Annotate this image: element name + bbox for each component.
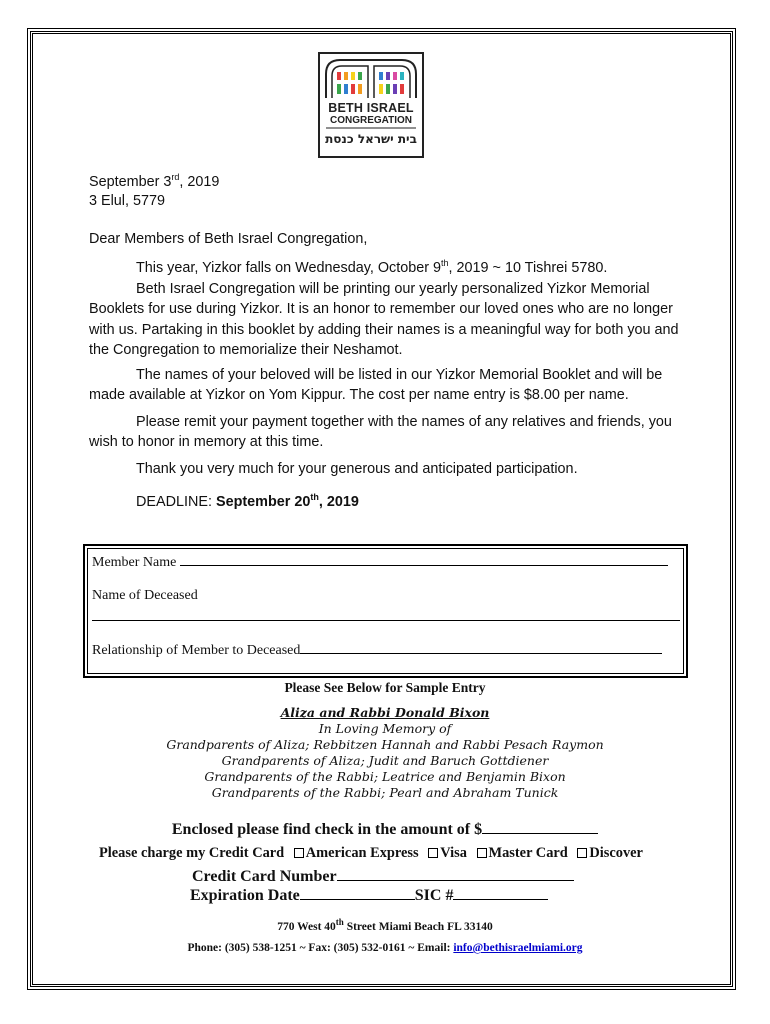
visa-label: Visa — [440, 845, 467, 861]
sample-line4: Grandparents of the Rabbi; Leatrice and Benjamin Bixon — [204, 769, 566, 784]
sample-line2: Grandparents of Aliza; Rebbitzen Hannah and Rabbi Pesach Raymon — [166, 737, 604, 752]
date-main: September 3 — [89, 174, 172, 190]
expiration-field[interactable] — [300, 886, 415, 900]
mastercard-checkbox[interactable] — [477, 848, 487, 858]
sic-label: SIC # — [414, 887, 454, 904]
discover-checkbox[interactable] — [577, 848, 587, 858]
logo-hebrew: בית ישראל כנסת — [325, 132, 417, 146]
email-link[interactable]: info@bethisraelmiami.org — [453, 942, 583, 954]
paragraph-4: Please remit your payment together with the names of any relatives and friends, you wish to honor in memory at this time. — [89, 413, 672, 450]
letter-body — [89, 258, 679, 513]
amex-checkbox[interactable] — [294, 848, 304, 858]
sample-heading: Please See Below for Sample Entry — [284, 680, 486, 695]
expiration-label: Expiration Date — [190, 887, 300, 904]
cc-number-label: Credit Card Number — [192, 868, 337, 885]
congregation-logo — [318, 52, 424, 158]
expiration-row — [190, 886, 548, 905]
sample-line3: Grandparents of Aliza; Judit and Baruch Gottdiener — [221, 753, 549, 768]
paragraph-2: Beth Israel Congregation will be printing our yearly personalized Yizkor Memorial Booklets for use during Yizkor. It is an honor to remember our loved ones who are no longer with us. Partaking in this booklet by adding their names is a meaningful way for both you and the Congregation to memorialize their Neshamot. — [89, 280, 679, 358]
sample-names: Aliza and Rabbi Donald Bixon — [280, 705, 490, 720]
member-name-row — [92, 553, 668, 571]
check-label: Enclosed please find check in the amount of $ — [171, 821, 483, 838]
relationship-row — [92, 641, 662, 659]
contact-text: Phone: (305) 538-1251 ~ Fax: (305) 532-0161 ~ Email: — [187, 942, 454, 954]
hebrew-date: 3 Elul, 5779 — [89, 193, 166, 209]
amex-label: American Express — [305, 845, 419, 861]
credit-card-row — [99, 845, 643, 862]
relationship-field[interactable] — [300, 641, 662, 654]
relationship-label: Relationship of Member to Deceased — [92, 643, 301, 658]
deadline: DEADLINE: September 20th, 2019 — [136, 492, 359, 510]
sample-line1: In Loving Memory of — [318, 721, 452, 736]
credit-card-label: Please charge my Credit Card — [99, 845, 285, 861]
mastercard-label: Master Card — [488, 845, 568, 861]
letter-date — [89, 174, 219, 190]
paragraph-1: This year, Yizkor falls on Wednesday, October 9th, 2019 ~ 10 Tishrei 5780. — [136, 258, 608, 276]
entry-form — [83, 544, 688, 678]
member-name-label: Member Name — [92, 555, 177, 570]
member-name-field[interactable] — [180, 553, 668, 566]
sic-field[interactable] — [453, 886, 548, 900]
logo-name-line2: CONGREGATION — [329, 115, 413, 126]
paragraph-3: The names of your beloved will be listed in our Yizkor Memorial Booklet and will be made available at Yizkor on Yom Kippur. The cost per name entry is $8.00 per name. — [89, 366, 663, 403]
date-sup: rd — [171, 172, 180, 183]
date-year: , 2019 — [179, 174, 220, 190]
discover-label: Discover — [589, 845, 643, 861]
check-line — [0, 820, 770, 839]
footer-address: 770 West 40th Street Miami Beach FL 33140 — [277, 917, 493, 933]
sample-line5: Grandparents of the Rabbi; Pearl and Abraham Tunick — [211, 785, 559, 800]
logo-name-line1: BETH ISRAEL — [328, 101, 414, 115]
paragraph-5: Thank you very much for your generous and anticipated participation. — [136, 460, 578, 477]
deceased-field[interactable] — [92, 608, 680, 621]
visa-checkbox[interactable] — [428, 848, 438, 858]
deadline-date: September 20th, 2019 — [215, 492, 359, 510]
cc-number-row — [192, 867, 574, 886]
deceased-label: Name of Deceased — [92, 588, 198, 603]
salutation: Dear Members of Beth Israel Congregation, — [89, 231, 368, 247]
check-amount-field[interactable] — [482, 820, 598, 834]
cc-number-field[interactable] — [337, 867, 574, 881]
footer-contact — [0, 942, 770, 954]
